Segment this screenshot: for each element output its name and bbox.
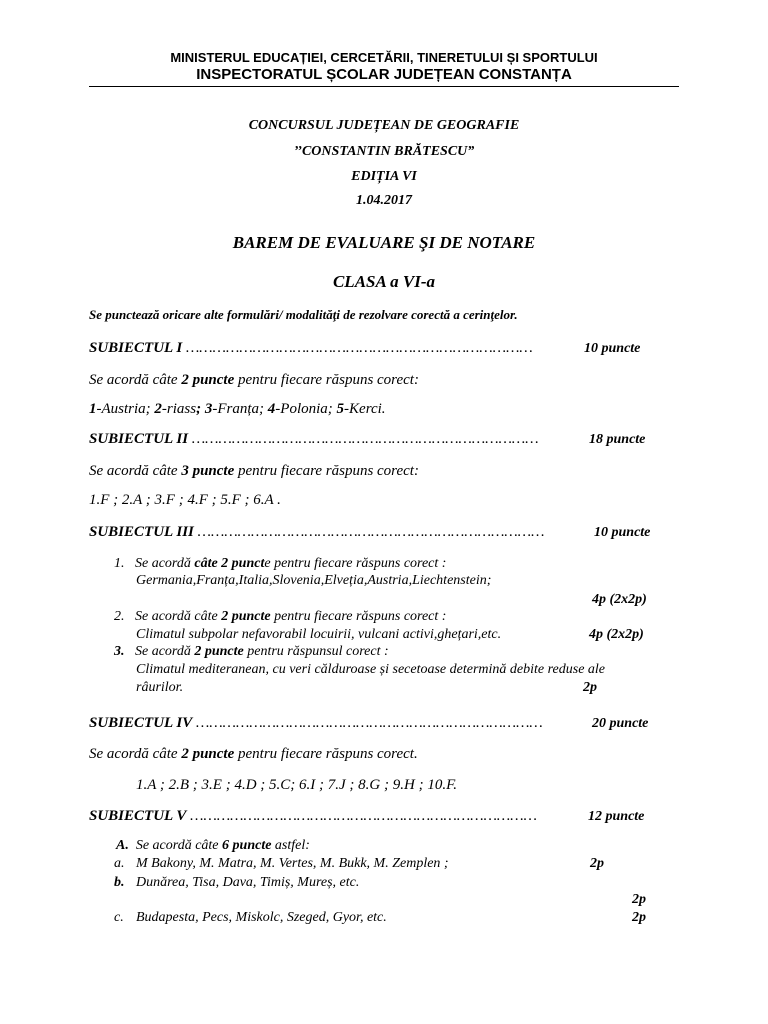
- rule-points: câte 2 punct: [194, 556, 265, 571]
- rule-text: Se acordă: [135, 644, 195, 659]
- subject-4-rule: [89, 746, 418, 763]
- rule-text: Se acordă: [135, 556, 195, 571]
- subject-3-item-3-detail: Climatul mediteranean, cu veri călduroase și secetoase determină debite reduse ale: [136, 662, 606, 677]
- subject-3-item-1-detail: Germania,Franța,Italia,Slovenia,Elveția,Austria,Liechtenstein;: [136, 573, 492, 588]
- part-label: A.: [116, 838, 129, 853]
- rule-text: pentru răspunsul corect :: [243, 644, 389, 659]
- subject-5-heading: [89, 808, 537, 825]
- answer-number: 2: [154, 401, 162, 417]
- rule-points: 2 puncte: [194, 644, 244, 659]
- contest-subtitle: ’’CONSTANTIN BRĂTESCU”: [293, 144, 475, 159]
- subject-1-label: SUBIECTUL I: [89, 340, 183, 356]
- subject-3-item-2-score: 4p (2x2p): [589, 627, 644, 642]
- item-number: 1.: [114, 556, 125, 571]
- subject-5-part-a: [116, 838, 310, 854]
- header-divider: [89, 86, 679, 87]
- subject-5-points: 12 puncte: [588, 809, 645, 824]
- rule-text: Se acordă câte: [135, 609, 222, 624]
- dot-leader: ……………………………………………………………………: [190, 808, 537, 824]
- page-title: BAREM DE EVALUARE ŞI DE NOTARE: [232, 233, 536, 252]
- subject-1-answers: [89, 401, 386, 418]
- answer-number: 5: [336, 401, 345, 417]
- subject-3-item-3-score: 2p: [583, 680, 597, 695]
- rule-text: pentru fiecare răspuns corect.: [234, 746, 418, 762]
- subject-5-item-a-text: M Bakony, M. Matra, M. Vertes, M. Bukk, M. Zemplen ;: [136, 856, 449, 871]
- subject-5-item-c-text: Budapesta, Pecs, Miskolc, Szeged, Gyor, etc.: [136, 910, 387, 925]
- rule-text: Se acordă câte: [89, 463, 182, 479]
- ministry-heading: MINISTERUL EDUCAȚIEI, CERCETĂRII, TINERETULUI ȘI SPORTULUI: [170, 50, 598, 65]
- subject-5-item-c-score: 2p: [632, 910, 646, 925]
- subject-3-item-3: [114, 644, 389, 660]
- subject-1-rule: [89, 372, 419, 389]
- subject-5-label: SUBIECTUL V: [89, 808, 187, 824]
- subject-4-answers: 1.A ; 2.B ; 3.E ; 4.D ; 5.C; 6.I ; 7.J ; 8.G ; 9.H ; 10.F.: [136, 777, 458, 793]
- rule-text: astfel:: [271, 838, 310, 853]
- rule-points: 2 puncte: [221, 609, 271, 624]
- rule-text: Se acordă câte: [89, 372, 182, 388]
- subject-3-item-3-detail-cont: râurilor.: [136, 680, 184, 695]
- subject-1-points: 10 puncte: [584, 341, 641, 356]
- answer-text: -Kerci.: [344, 401, 386, 417]
- subject-4-points: 20 puncte: [592, 716, 649, 731]
- subject-2-label: SUBIECTUL II: [89, 431, 189, 447]
- answer-number: 4: [267, 401, 276, 417]
- subject-2-points: 18 puncte: [589, 432, 646, 447]
- rule-text: pentru fiecare răspuns corect :: [270, 609, 447, 624]
- dot-leader: ……………………………………………………………………: [191, 431, 539, 447]
- subject-2-rule: [89, 463, 419, 480]
- subject-5-item-b-letter: b.: [114, 875, 125, 890]
- subject-5-item-b-text: Dunărea, Tisa, Dava, Timiș, Mureș, etc.: [136, 875, 360, 890]
- subject-3-item-2: [114, 609, 446, 625]
- subject-3-heading: [89, 524, 544, 541]
- subject-2-answers: 1.F ; 2.A ; 3.F ; 4.F ; 5.F ; 6.A .: [89, 492, 281, 508]
- subject-4-label: SUBIECTUL IV: [89, 715, 193, 731]
- rule-points: 6 puncte: [222, 838, 272, 853]
- subject-3-item-1-score: 4p (2x2p): [592, 592, 647, 607]
- answer-number: ; 3: [196, 401, 213, 417]
- rule-text: Se acordă câte: [135, 838, 223, 853]
- contest-date: 1.04.2017: [356, 193, 412, 208]
- subject-3-points: 10 puncte: [594, 525, 651, 540]
- scoring-note: Se punctează oricare alte formulări/ modalităţi de rezolvare corectă a cerinţelor.: [89, 307, 518, 322]
- dot-leader: ……………………………………………………………………: [195, 715, 543, 731]
- dot-leader: ……………………………………………………………………: [185, 340, 533, 356]
- answer-text: -Polonia;: [275, 401, 337, 417]
- answer-number: 1: [89, 401, 97, 417]
- subject-2-heading: [89, 431, 539, 448]
- subject-4-heading: [89, 715, 543, 732]
- answer-text: -riass: [161, 401, 197, 417]
- contest-name: CONCURSUL JUDEȚEAN DE GEOGRAFIE: [248, 118, 520, 133]
- subject-5-item-a-letter: a.: [114, 856, 125, 871]
- item-number: 3.: [114, 644, 125, 659]
- subject-3-item-2-detail: Climatul subpolar nefavorabil locuirii, vulcani activi,ghețari,etc.: [136, 627, 502, 642]
- subject-5-item-a-score: 2p: [590, 856, 604, 871]
- subject-3-label: SUBIECTUL III: [89, 524, 194, 540]
- contest-edition: EDIȚIA VI: [351, 169, 417, 184]
- class-title: CLASA a VI-a: [332, 272, 436, 291]
- subject-5-item-b-score: 2p: [632, 892, 646, 907]
- rule-text: pentru fiecare răspuns corect:: [234, 372, 419, 388]
- rule-points: 3 puncte: [181, 463, 235, 479]
- subject-1-heading: [89, 340, 533, 357]
- item-number: 2.: [114, 609, 125, 624]
- answer-text: -Austria;: [96, 401, 155, 417]
- rule-points: 2 puncte: [181, 746, 235, 762]
- inspectorate-heading: INSPECTORATUL ȘCOLAR JUDEȚEAN CONSTANȚA: [196, 66, 572, 83]
- subject-3-item-1: [114, 556, 446, 572]
- rule-text: e pentru fiecare răspuns corect :: [264, 556, 447, 571]
- rule-text: Se acordă câte: [89, 746, 182, 762]
- rule-text: pentru fiecare răspuns corect:: [234, 463, 419, 479]
- rule-points: 2 puncte: [181, 372, 235, 388]
- dot-leader: ……………………………………………………………………: [197, 524, 545, 540]
- subject-5-item-c-letter: c.: [114, 910, 124, 925]
- answer-text: -Franța;: [212, 401, 268, 417]
